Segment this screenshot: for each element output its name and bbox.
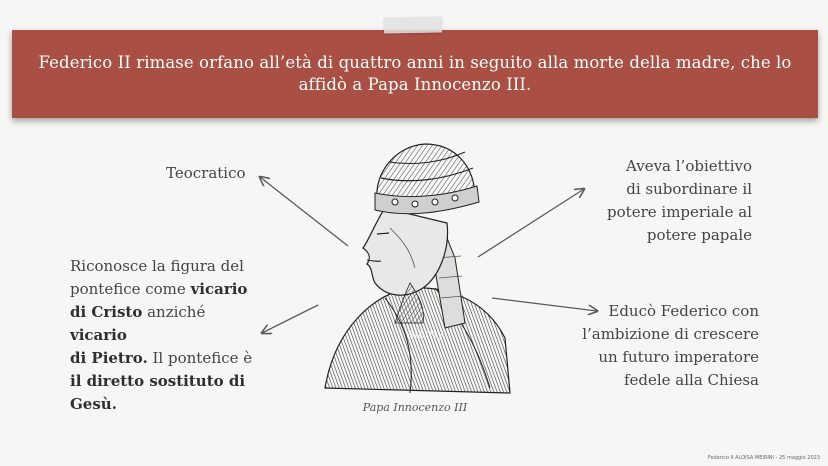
note-riconosce-line: Riconosce la figura del [70, 257, 244, 275]
banner-text: Federico II rimase orfano all’età di quattro anni in seguito alla morte della madre, che lo affidò a Papa Innocenzo III. [38, 53, 792, 94]
note-riconosce-line: il diretto sostituto di [70, 372, 246, 390]
note-aveva-line: di subordinare il [626, 180, 752, 198]
note-riconosce-line: di Pietro. Il pontefice è [70, 349, 253, 367]
note-educo-line: Educò Federico con [608, 302, 759, 320]
note-educo [555, 300, 759, 392]
note-educo-line: un futuro imperatore [598, 348, 759, 366]
note-teocratico: Teocratico [166, 164, 246, 182]
arrow-riconosce [262, 305, 318, 333]
footer-text: Federico II ALOISA MEIRINI - 25 maggio 2023 [707, 455, 820, 461]
note-riconosce-line: pontefice come vicario [70, 280, 248, 298]
note-educo-line: l’ambizione di crescere [582, 325, 759, 343]
note-aveva [560, 155, 752, 247]
note-riconosce-line: Gesù. [70, 395, 117, 413]
engraved-portrait-icon [315, 138, 515, 398]
note-riconosce [70, 255, 260, 416]
note-riconosce-line: di Cristo anziché vicario [70, 303, 206, 344]
note-aveva-line: potere papale [646, 226, 752, 244]
portrait-caption: Papa Innocenzo III [362, 401, 468, 414]
note-aveva-line: Aveva l’obiettivo [626, 157, 752, 175]
watermark-text: alamy [407, 327, 444, 341]
note-aveva-line: potere imperiale al [607, 203, 752, 221]
note-educo-line: fedele alla Chiesa [623, 371, 759, 389]
